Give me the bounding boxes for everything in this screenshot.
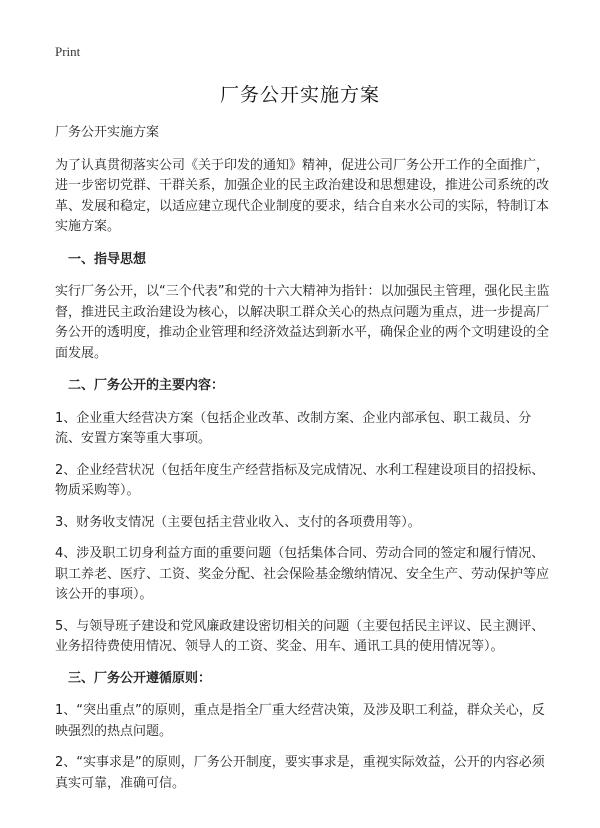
list-item: 2、“实事求是”的原则，厂务公开制度，要实事求是，重视实际效益，公开的内容必须真实可靠，准确可信。 [55, 755, 545, 791]
section-heading-guiding-ideology: 一、指导思想 [68, 251, 147, 267]
list-item: 2、企业经营状况（包括年度生产经营指标及完成情况、水利工程建设项目的招投标、物质采购等）。 [55, 462, 545, 498]
list-item: 5、与领导班子建设和党风廉政建设密切相关的问题（主要包括民主评议、民主测评、业务招待费使用情况、领导人的工资、奖金、用车、通讯工具的使用情况等）。 [55, 618, 545, 654]
section-heading-principles: 三、厂务公开遵循原则： [68, 670, 212, 686]
list-item: 3、财务收支情况（主要包括主营业收入、支付的各项费用等）。 [55, 514, 421, 530]
document-title: 厂务公开实施方案 [219, 84, 380, 106]
guiding-ideology-paragraph: 实行厂务公开，以“三个代表”和党的十六大精神为指针：以加强民主管理，强化民主监督，推进民主政治建设为核心，以解决职工群众关心的热点问题为重点，进一步提高厂务公开的透明度，推动企业管理和经济效益达到新水平，确保企业的两个文明建设的全面发展。 [55, 284, 550, 361]
section-heading-main-content: 二、厂务公开的主要内容： [68, 378, 225, 393]
document-subtitle: 厂务公开实施方案 [55, 125, 160, 140]
list-item: 4、涉及职工切身利益方面的重要问题（包括集体合同、劳动合同的签定和履行情况、职工养老、医疗、工资、奖金分配、社会保险基金缴纳情况、安全生产、劳动保护等应该公开的事项）。 [55, 546, 550, 602]
list-item: 1、企业重大经营决方案（包括企业改革、改制方案、企业内部承包、职工裁员、分流、安置方案等重大事项。 [55, 410, 532, 446]
document-body [55, 123, 555, 805]
print-label[interactable]: Print [55, 44, 81, 59]
list-item: 1、“突出重点”的原则，重点是指全厂重大经营决策，及涉及职工利益，群众关心，反映强烈的热点问题。 [55, 703, 545, 739]
intro-paragraph: 为了认真贯彻落实公司《关于印发的通知》精神，促进公司厂务公开工作的全面推广，进一步密切党群、干群关系，加强企业的民主政治建设和思想建设，推进公司系统的改革、发展和稳定，以适应建立现代企业制度的要求，结合自来水公司的实际，特制订本实施方案。 [55, 157, 550, 234]
